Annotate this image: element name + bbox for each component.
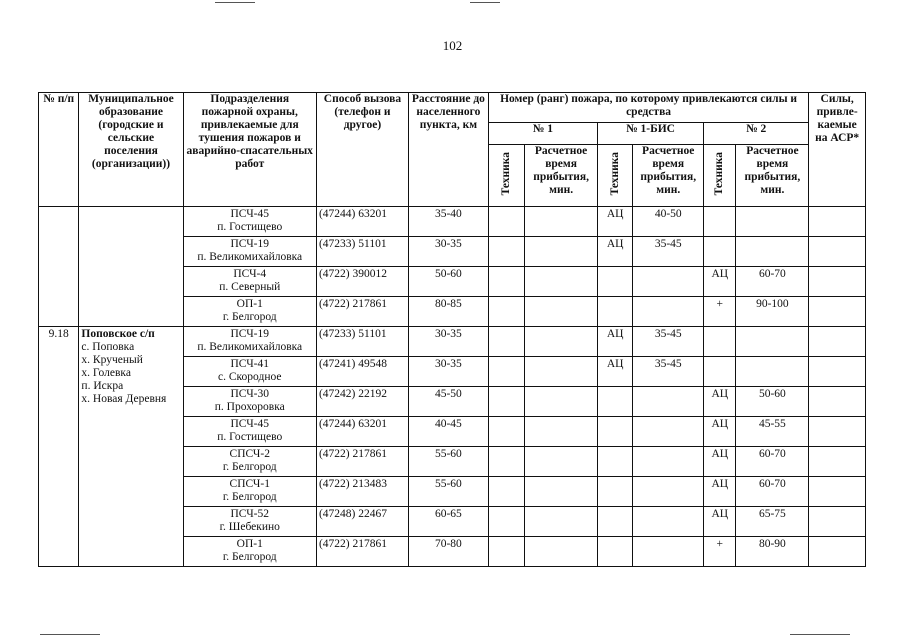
unit-location: г. Белгород [222, 491, 277, 503]
unit-location: п. Гостищево [217, 431, 283, 443]
cell-arrival-1bis: 35-45 [633, 237, 704, 267]
cell-distance: 55-60 [408, 447, 488, 477]
header-tech-1bis-label: Техника [608, 151, 621, 196]
header-rank-2: № 2 [704, 123, 809, 145]
cell-phone: (4722) 217861 [316, 537, 408, 567]
cell-unit [183, 477, 316, 507]
cell-phone: (47233) 51101 [316, 327, 408, 357]
table-row [39, 207, 866, 237]
cell-phone: (4722) 217861 [316, 447, 408, 477]
header-tech-1 [488, 145, 524, 207]
unit-location: п. Великомихайловка [197, 251, 303, 263]
municipality-settlement: х. Голевка [81, 367, 131, 379]
cell-tech-1 [488, 237, 524, 267]
cell-asr [809, 417, 866, 447]
cell-arrival-1 [525, 507, 598, 537]
cell-phone: (47244) 63201 [316, 417, 408, 447]
cell-asr [809, 447, 866, 477]
table-body [39, 207, 866, 567]
cell-asr [809, 297, 866, 327]
header-call-method: Способ вызова (телефон и другое) [316, 93, 408, 207]
fire-resources-table [38, 92, 866, 567]
cell-tech-2: + [704, 537, 736, 567]
cell-arrival-2: 65-75 [736, 507, 809, 537]
cell-arrival-2: 90-100 [736, 297, 809, 327]
cell-arrival-2: 80-90 [736, 537, 809, 567]
cell-asr [809, 267, 866, 297]
cell-unit [183, 417, 316, 447]
unit-name: ПСЧ-41 [230, 358, 269, 370]
unit-location: г. Белгород [222, 311, 277, 323]
cell-arrival-1 [525, 357, 598, 387]
cell-distance: 30-35 [408, 357, 488, 387]
cell-unit [183, 537, 316, 567]
header-row-1 [39, 93, 866, 123]
cell-distance: 55-60 [408, 477, 488, 507]
header-fire-rank: Номер (ранг) пожара, по которому привлекаются силы и средства [488, 93, 809, 123]
cell-unit [183, 267, 316, 297]
cell-arrival-2 [736, 357, 809, 387]
cell-tech-1bis [597, 387, 632, 417]
header-arrival-2: Расчетное время прибытия, мин. [736, 145, 809, 207]
cell-phone: (47233) 51101 [316, 237, 408, 267]
cell-asr [809, 327, 866, 357]
cell-arrival-2 [736, 327, 809, 357]
header-rank-1bis: № 1-БИС [597, 123, 703, 145]
municipality-settlement: х. Крученый [81, 354, 143, 366]
cell-unit [183, 327, 316, 357]
cell-asr [809, 537, 866, 567]
municipality-settlement: с. Поповка [81, 341, 135, 353]
unit-name: СПСЧ-1 [229, 478, 270, 490]
cell-phone: (47242) 22192 [316, 387, 408, 417]
cell-arrival-2: 60-70 [736, 477, 809, 507]
cell-arrival-1 [525, 447, 598, 477]
cell-tech-1bis [597, 447, 632, 477]
unit-name: ПСЧ-30 [230, 388, 269, 400]
cell-phone: (47244) 63201 [316, 207, 408, 237]
cell-tech-1 [488, 297, 524, 327]
cell-tech-1 [488, 267, 524, 297]
header-distance: Расстояние до населенного пункта, км [408, 93, 488, 207]
cell-asr [809, 477, 866, 507]
cell-arrival-1 [525, 207, 598, 237]
unit-name: ПСЧ-45 [230, 208, 269, 220]
cell-arrival-1 [525, 417, 598, 447]
cell-arrival-1 [525, 387, 598, 417]
cell-tech-1 [488, 477, 524, 507]
header-unit: Подразделения пожарной охраны, привлекаемые для тушения пожаров и аварийно-спасательных работ [183, 93, 316, 207]
header-tech-1bis [597, 145, 632, 207]
cell-unit [183, 207, 316, 237]
cell-distance: 70-80 [408, 537, 488, 567]
table-row [39, 327, 866, 357]
scan-artifact [40, 634, 100, 635]
cell-arrival-1bis [633, 537, 704, 567]
cell-distance: 30-35 [408, 327, 488, 357]
header-tech-2 [704, 145, 736, 207]
unit-location: п. Северный [219, 281, 281, 293]
unit-name: ПСЧ-19 [230, 328, 269, 340]
scan-artifact [215, 2, 255, 3]
cell-distance: 40-45 [408, 417, 488, 447]
unit-location: п. Великомихайловка [197, 341, 303, 353]
cell-tech-1bis: АЦ [597, 357, 632, 387]
cell-num [39, 207, 79, 327]
cell-tech-1bis: АЦ [597, 207, 632, 237]
cell-arrival-1bis [633, 267, 704, 297]
cell-arrival-1bis: 35-45 [633, 327, 704, 357]
unit-name: ОП-1 [236, 538, 263, 550]
cell-phone: (4722) 390012 [316, 267, 408, 297]
unit-location: г. Шебекино [219, 521, 280, 533]
municipality-settlement: х. Новая Деревня [81, 393, 167, 405]
unit-name: ПСЧ-45 [230, 418, 269, 430]
cell-tech-2: АЦ [704, 477, 736, 507]
header-tech-2-label: Техника [713, 151, 726, 196]
cell-asr [809, 237, 866, 267]
cell-arrival-2: 60-70 [736, 267, 809, 297]
header-arrival-1: Расчетное время прибытия, мин. [525, 145, 598, 207]
cell-arrival-1 [525, 267, 598, 297]
cell-phone: (4722) 213483 [316, 477, 408, 507]
header-rank-1: № 1 [488, 123, 597, 145]
header-asr: Силы, привле-каемые на АСР* [809, 93, 866, 207]
municipality-title: Поповское с/п [81, 328, 155, 340]
cell-unit [183, 387, 316, 417]
cell-distance: 45-50 [408, 387, 488, 417]
cell-asr [809, 357, 866, 387]
cell-arrival-1bis [633, 477, 704, 507]
cell-unit [183, 357, 316, 387]
cell-tech-2: АЦ [704, 447, 736, 477]
cell-arrival-1bis [633, 297, 704, 327]
unit-location: п. Гостищево [217, 221, 283, 233]
unit-name: ПСЧ-4 [233, 268, 267, 280]
header-municipality: Муниципальное образование (городские и сельские поселения (организации)) [79, 93, 183, 207]
cell-arrival-1 [525, 297, 598, 327]
cell-tech-1bis [597, 537, 632, 567]
header-tech-1-label: Техника [500, 151, 512, 196]
cell-distance: 60-65 [408, 507, 488, 537]
cell-tech-1bis: АЦ [597, 327, 632, 357]
unit-location: г. Белгород [222, 461, 277, 473]
unit-location: г. Белгород [222, 551, 277, 563]
cell-tech-2 [704, 357, 736, 387]
scan-artifact [470, 2, 500, 3]
cell-arrival-2: 45-55 [736, 417, 809, 447]
unit-name: ПСЧ-19 [230, 238, 269, 250]
cell-asr [809, 387, 866, 417]
cell-distance: 80-85 [408, 297, 488, 327]
cell-phone: (4722) 217861 [316, 297, 408, 327]
cell-municipality [79, 207, 183, 327]
cell-arrival-1 [525, 537, 598, 567]
cell-tech-2: + [704, 297, 736, 327]
cell-unit [183, 237, 316, 267]
cell-asr [809, 507, 866, 537]
cell-distance: 35-40 [408, 207, 488, 237]
cell-tech-1 [488, 507, 524, 537]
cell-arrival-2: 60-70 [736, 447, 809, 477]
cell-arrival-1 [525, 327, 598, 357]
cell-arrival-1bis [633, 447, 704, 477]
cell-arrival-1bis [633, 507, 704, 537]
cell-tech-2: АЦ [704, 267, 736, 297]
cell-arrival-1bis: 40-50 [633, 207, 704, 237]
cell-tech-1 [488, 417, 524, 447]
cell-municipality [79, 327, 183, 567]
unit-name: ОП-1 [236, 298, 263, 310]
cell-unit [183, 507, 316, 537]
header-arrival-1bis: Расчетное время прибытия, мин. [633, 145, 704, 207]
cell-tech-1bis [597, 507, 632, 537]
cell-arrival-2: 50-60 [736, 387, 809, 417]
cell-tech-2 [704, 237, 736, 267]
cell-tech-2: АЦ [704, 417, 736, 447]
unit-location: п. Прохоровка [214, 401, 285, 413]
cell-arrival-1 [525, 237, 598, 267]
municipality-settlement: п. Искра [81, 380, 124, 392]
cell-arrival-1 [525, 477, 598, 507]
cell-phone: (47248) 22467 [316, 507, 408, 537]
cell-arrival-1bis [633, 417, 704, 447]
cell-phone: (47241) 49548 [316, 357, 408, 387]
cell-tech-1bis: АЦ [597, 237, 632, 267]
cell-tech-2 [704, 327, 736, 357]
cell-tech-1 [488, 387, 524, 417]
cell-tech-1 [488, 447, 524, 477]
cell-tech-1 [488, 357, 524, 387]
cell-tech-2: АЦ [704, 387, 736, 417]
cell-distance: 30-35 [408, 237, 488, 267]
cell-tech-1bis [597, 417, 632, 447]
unit-location: с. Скородное [218, 371, 282, 383]
cell-arrival-2 [736, 207, 809, 237]
cell-unit [183, 297, 316, 327]
scan-artifact [790, 634, 850, 635]
cell-unit [183, 447, 316, 477]
cell-tech-1bis [597, 267, 632, 297]
unit-name: ПСЧ-52 [230, 508, 269, 520]
header-num: № п/п [39, 93, 79, 207]
cell-tech-1 [488, 537, 524, 567]
page-number: 102 [442, 38, 463, 53]
cell-num: 9.18 [39, 327, 79, 567]
cell-tech-1 [488, 327, 524, 357]
cell-tech-2 [704, 207, 736, 237]
unit-name: СПСЧ-2 [229, 448, 270, 460]
cell-distance: 50-60 [408, 267, 488, 297]
cell-tech-2: АЦ [704, 507, 736, 537]
cell-tech-1 [488, 207, 524, 237]
cell-asr [809, 207, 866, 237]
cell-tech-1bis [597, 477, 632, 507]
cell-tech-1bis [597, 297, 632, 327]
cell-arrival-2 [736, 237, 809, 267]
cell-arrival-1bis [633, 387, 704, 417]
cell-arrival-1bis: 35-45 [633, 357, 704, 387]
